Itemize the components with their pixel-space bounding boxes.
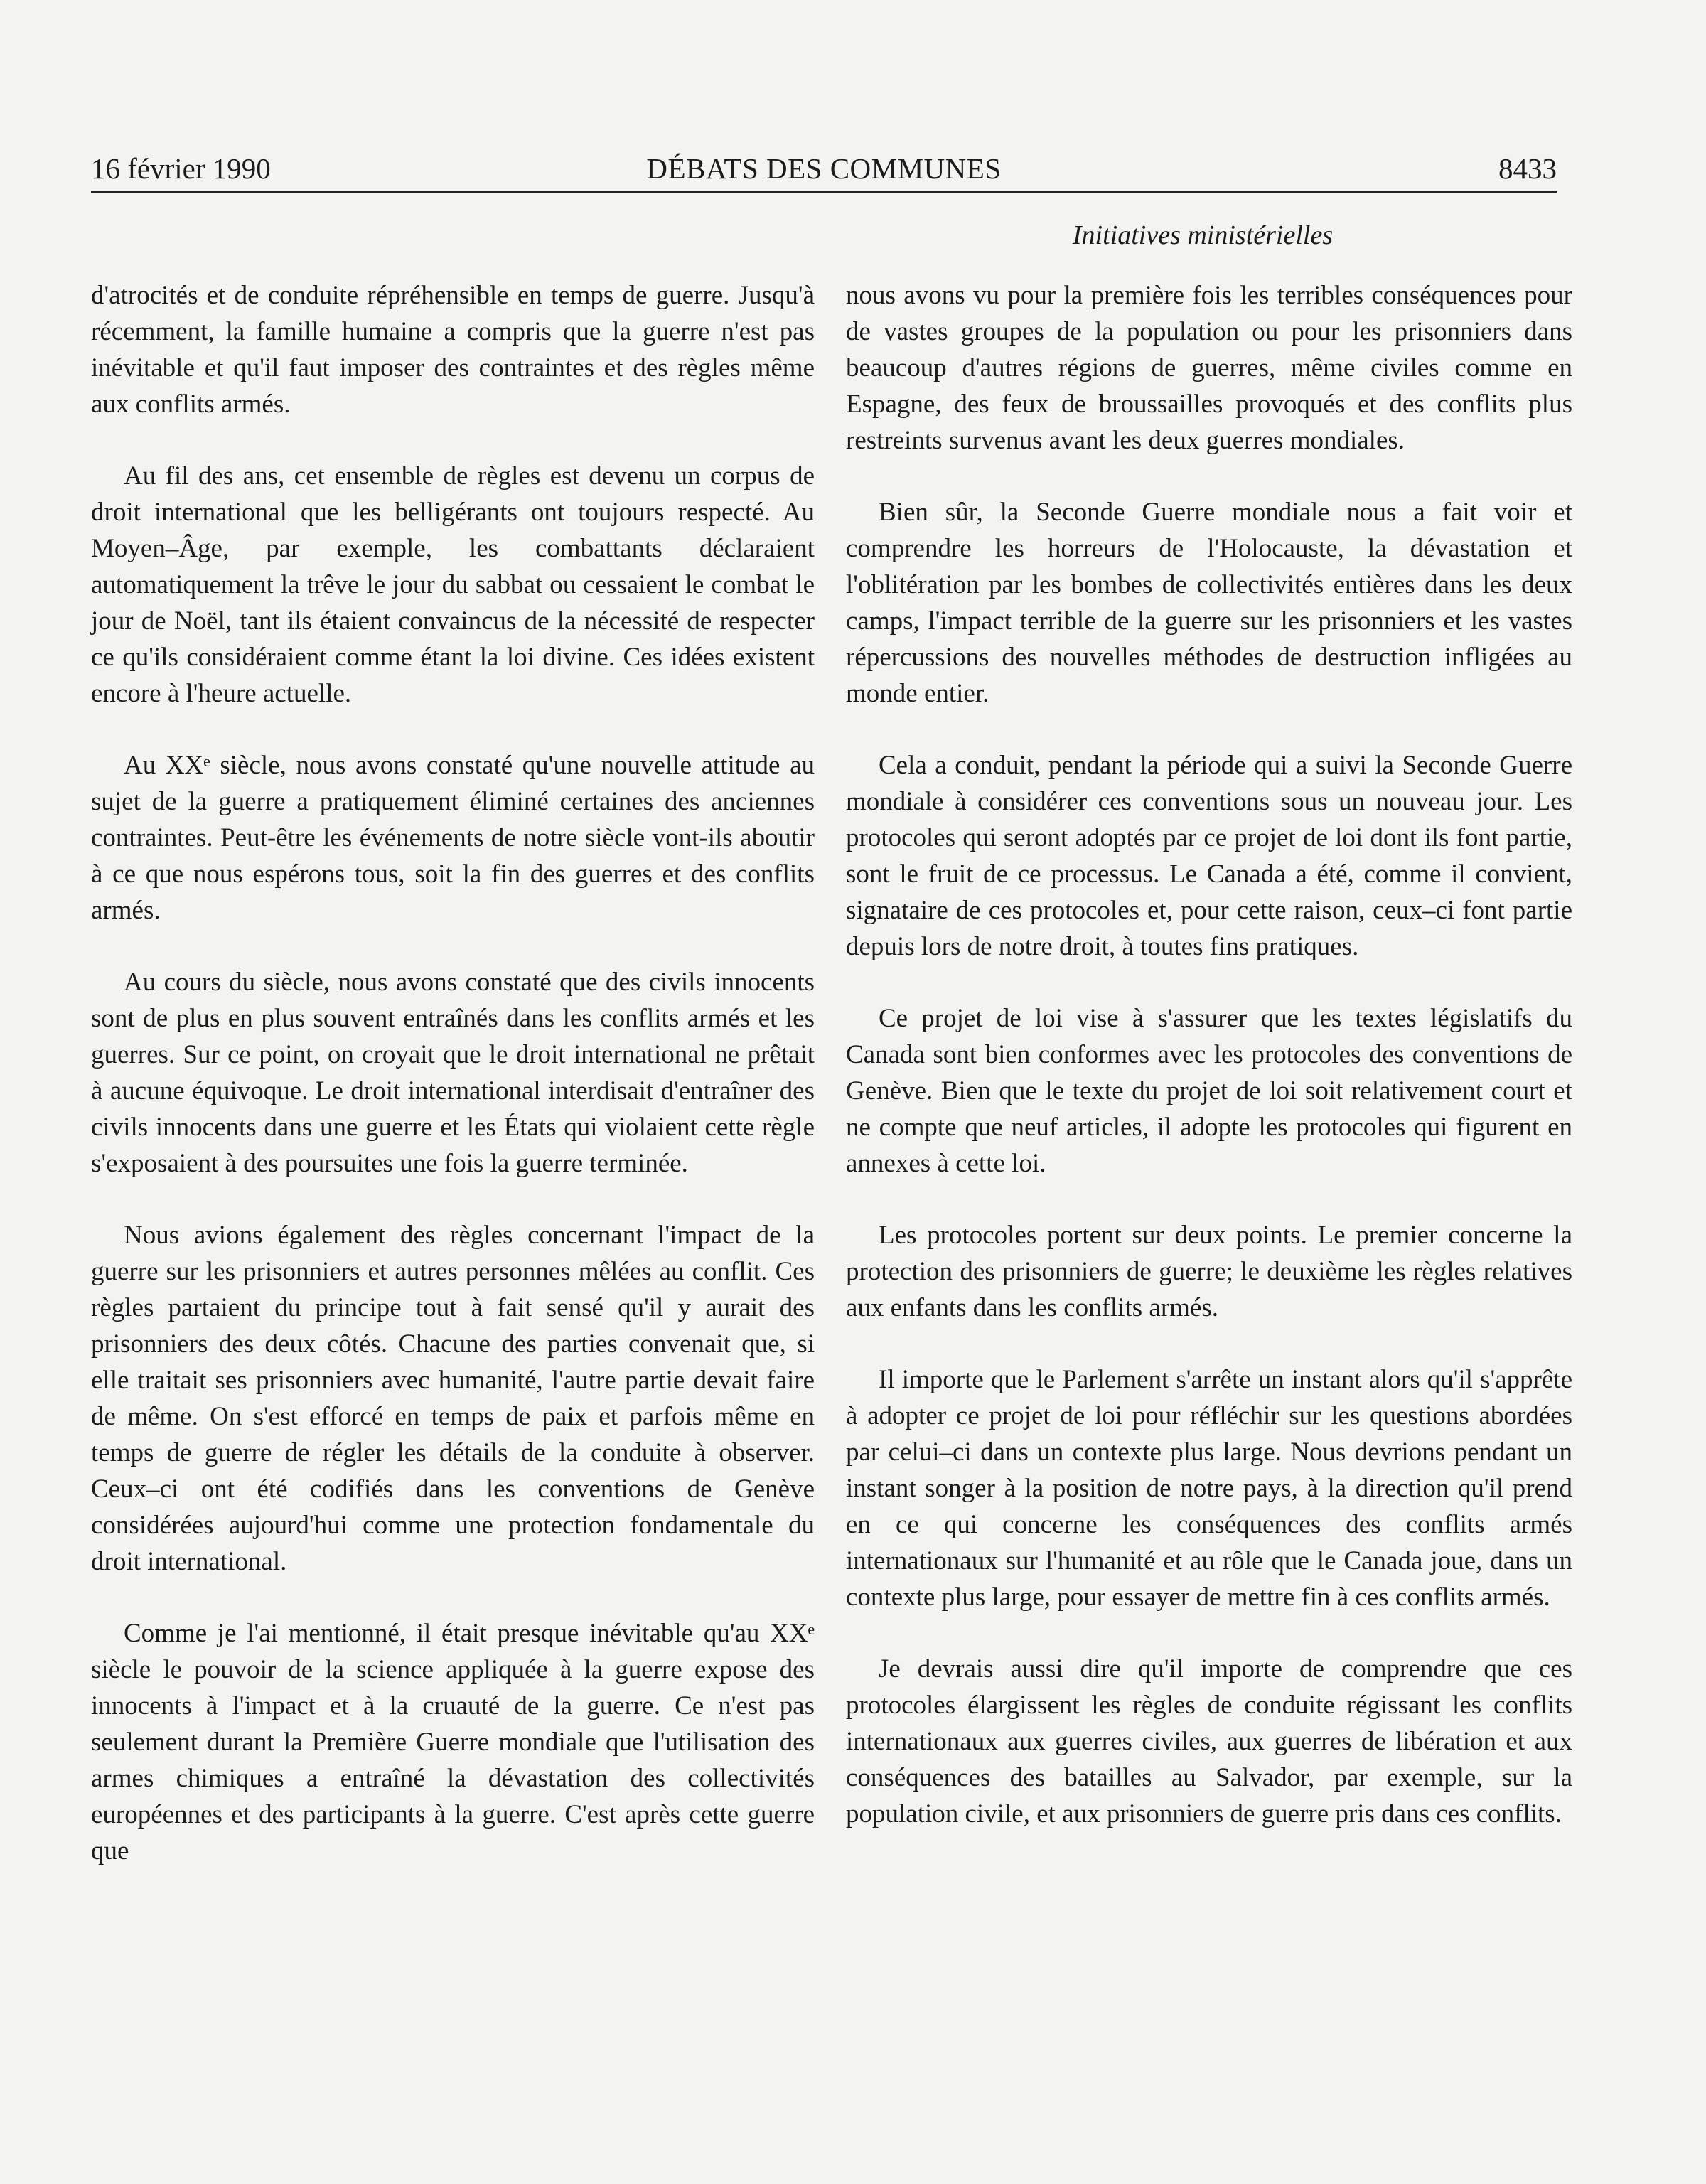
paragraph: d'atrocités et de conduite répréhensible en temps de guerre. Jusqu'à récemment, la famille humaine a compris que la guerre n'est pas inévitable et qu'il faut imposer des contraintes et des règles même aux conflits armés.	[91, 281, 815, 419]
paragraph: Au XXᵉ siècle, nous avons constaté qu'une nouvelle attitude au sujet de la guerre a pratiquement éliminé certaines des anciennes contraintes. Peut-être les événements de notre siècle vont-ils aboutir à ce que nous espérons tous, soit la fin des guerres et des conflits armés.	[91, 751, 815, 925]
paragraph: Bien sûr, la Seconde Guerre mondiale nous a fait voir et comprendre les horreurs de l'Holocauste, la dévastation et l'oblitération par les bombes de collectivités entières dans les deux camps, l'impact terrible de la guerre sur les prisonniers et les vastes répercussions des nouvelles méthodes de destruction infligées au monde entier.	[846, 498, 1572, 708]
paragraph: Au cours du siècle, nous avons constaté que des civils innocents sont de plus en plus souvent entraînés dans les conflits armés et les guerres. Sur ce point, on croyait que le droit international ne prêtait à aucune équivoque. Le droit international interdisait d'entraîner des civils innocents dans une guerre et les États qui violaient cette règle s'exposaient à des poursuites une fois la guerre terminée.	[91, 968, 815, 1178]
paragraph: Comme je l'ai mentionné, il était presque inévitable qu'au XXᵉ siècle le pouvoir de la science appliquée à la guerre expose des innocents à l'impact et à la cruauté de la guerre. Ce n'est pas seulement durant la Première Guerre mondiale que l'utilisation des armes chimiques a entraîné la dévastation des collectivités européennes et des participants à la guerre. C'est après cette guerre que	[91, 1619, 815, 1866]
paragraph: Au fil des ans, cet ensemble de règles est devenu un corpus de droit international que les belligérants ont toujours respecté. Au Moyen–Âge, par exemple, les combattants déclaraient automatiquement la trêve le jour du sabbat ou cessaient le combat le jour de Noël, tant ils étaient convaincus de la nécessité de respecter ce qu'ils considéraient comme étant la loi divine. Ces idées existent encore à l'heure actuelle.	[91, 461, 815, 708]
paragraph: nous avons vu pour la première fois les terribles conséquences pour de vastes groupes de la population ou pour les prisonniers dans beaucoup d'autres régions de guerres, même civiles comme en Espagne, des feux de broussailles provoqués et des conflits plus restreints survenus avant les deux guerres mondiales.	[846, 281, 1572, 455]
paragraph: Ce projet de loi vise à s'assurer que les textes législatifs du Canada sont bien conformes avec les protocoles des conventions de Genève. Bien que le texte du projet de loi soit relativement court et ne compte que neuf articles, il adopte les protocoles qui figurent en annexes à cette loi.	[846, 1004, 1572, 1178]
paragraph: Il importe que le Parlement s'arrête un instant alors qu'il s'apprête à adopter ce projet de loi pour réfléchir sur les questions abordées par celui–ci dans un contexte plus large. Nous devrions pendant un instant songer à la position de notre pays, à la direction qu'il prend en ce qui concerne les conséquences des conflits armés internationaux sur l'humanité et au rôle que le Canada joue, dans un contexte plus large, pour essayer de mettre fin à ces conflits armés.	[846, 1365, 1572, 1612]
paragraph: Je devrais aussi dire qu'il importe de comprendre que ces protocoles élargissent les règles de conduite régissant les conflits internationaux aux guerres civiles, aux guerres de libération et aux conséquences des batailles au Salvador, par exemple, sur la population civile, et aux prisonniers de guerre pris dans ces conflits.	[846, 1654, 1572, 1829]
paragraph: Les protocoles portent sur deux points. Le premier concerne la protection des prisonniers de guerre; le deuxième les règles relatives aux enfants dans les conflits armés.	[846, 1221, 1572, 1322]
paragraph: Nous avions également des règles concernant l'impact de la guerre sur les prisonniers et autres personnes mêlées au conflit. Ces règles partaient du principe tout à fait sensé qu'il y aurait des prisonniers des deux côtés. Chacune des parties convenait que, si elle traitait ses prisonniers avec humanité, l'autre partie devait faire de même. On s'est efforcé en temps de paix et parfois même en temps de guerre de régler les détails de la conduite à observer. Ceux–ci ont été codifiés dans les conventions de Genève considérées aujourd'hui comme une protection fondamentale du droit international.	[91, 1221, 815, 1576]
right-column	[846, 277, 1572, 1868]
left-column	[91, 277, 815, 1905]
page-header	[91, 146, 1557, 193]
page-number: 8433	[1498, 152, 1557, 185]
paragraph: Cela a conduit, pendant la période qui a suivi la Seconde Guerre mondiale à considérer ces conventions sous un nouveau jour. Les protocoles qui seront adoptés par ce projet de loi dont ils font partie, sont le fruit de ce processus. Le Canada a été, comme il convient, signataire de ces protocoles et, pour cette raison, ceux–ci font partie depuis lors de notre droit, à toutes fins pratiques.	[846, 751, 1572, 961]
header-date: 16 février 1990	[91, 152, 271, 185]
header-title: DÉBATS DES COMMUNES	[646, 152, 1002, 185]
section-title: Initiatives ministérielles	[1072, 220, 1334, 250]
